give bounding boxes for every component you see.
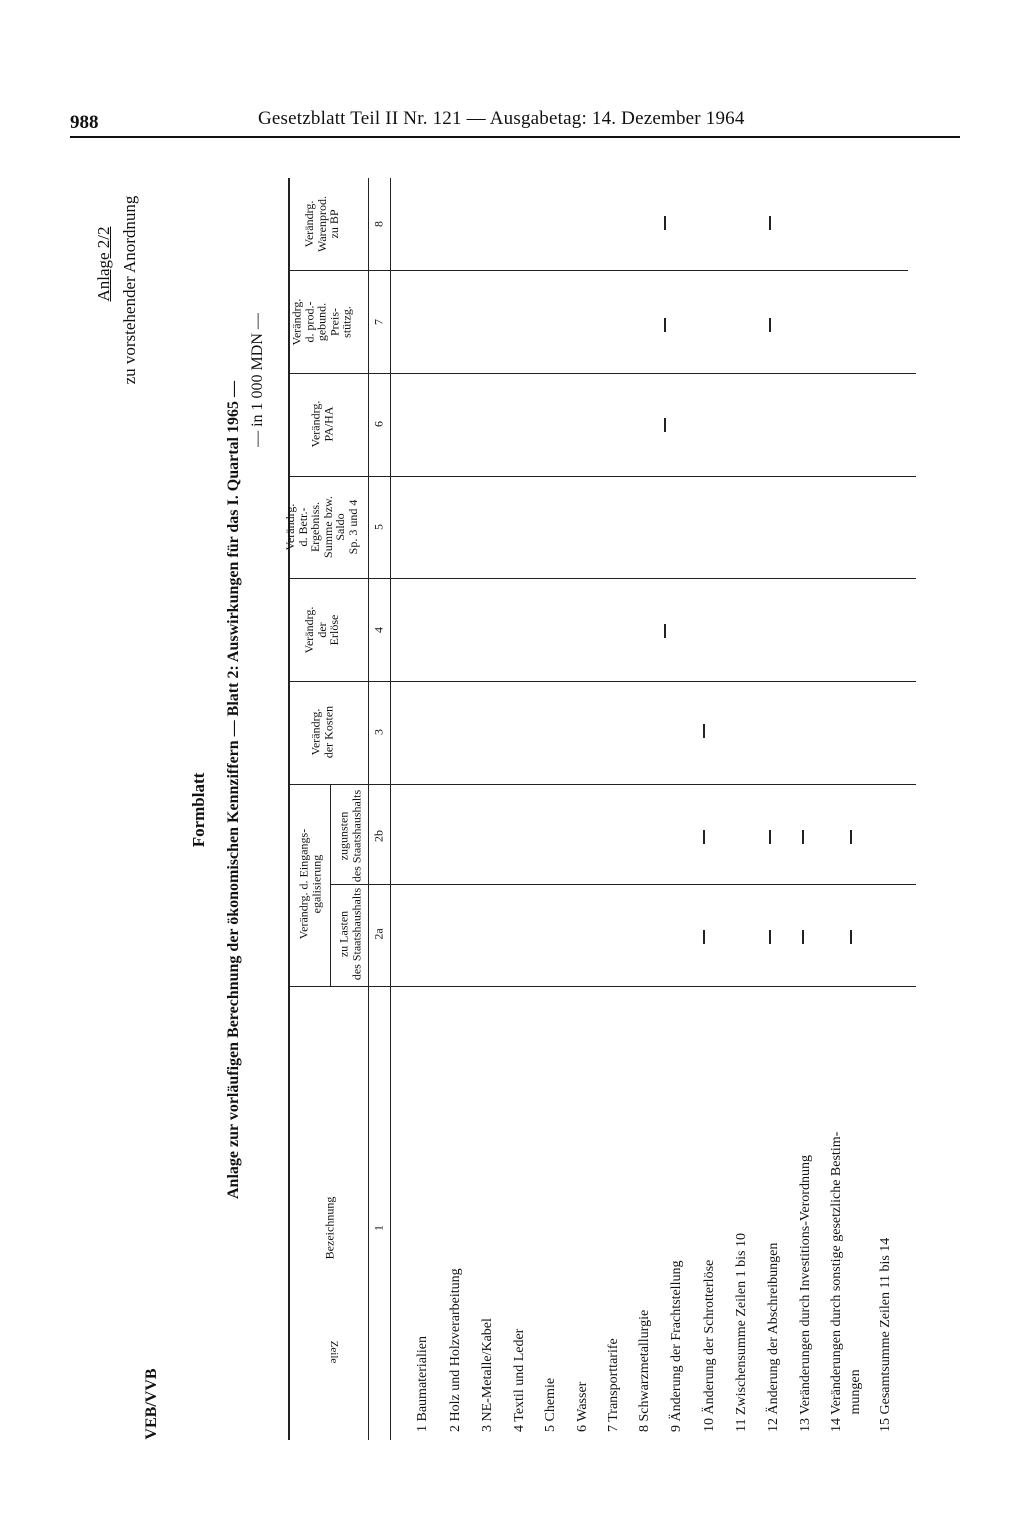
col-sep-2b-3 [288,784,916,785]
row-label-14: 14 Veränderungen durch sonstige gesetzliche Bestim- mungen [829,1131,863,1432]
running-title: Gesetzblatt Teil II Nr. 121 — Ausgabetag: 14. Dezember 1964 [258,108,745,129]
dash-r14-c2a [850,930,852,944]
row-label-11: 11 Zwischensumme Zeilen 1 bis 10 [734,1233,749,1432]
header-number-rule-right [390,178,391,1440]
row-label-15: 15 Gesamtsumme Zeilen 11 bis 14 [878,1237,893,1432]
dash-r12-c8 [769,216,771,230]
row-label-7: 7 Transporttarife [606,1338,621,1432]
row-label-1: 1 Baumaterialien [415,1335,430,1432]
dash-r9-c7 [664,318,666,332]
dash-r10-c3 [703,724,705,738]
row-label-9: 9 Änderung der Frachtstellung [669,1260,684,1432]
col-sep-4-5 [288,578,916,579]
dash-r10-c2a [703,930,705,944]
row-label-3: 3 NE-Metalle/Kabel [480,1318,495,1432]
dash-r12-c7 [769,318,771,332]
row-label-4: 4 Textil und Leder [512,1328,527,1432]
header-number-rule-left [368,178,369,1440]
table-top-border [288,178,290,1440]
col-sep-7-8 [288,270,908,271]
row-label-8: 8 Schwarzmetallurgie [637,1309,652,1432]
dash-r9-c6 [664,418,666,432]
dash-r14-c2b [850,830,852,844]
dash-r12-c2b [769,830,771,844]
dash-r12-c2a [769,930,771,944]
row-label-2: 2 Holz und Holzverarbeitung [448,1268,463,1432]
group-2-subrule [330,784,331,986]
header-rule [70,136,960,138]
col-sep-3-4 [288,681,916,682]
row-label-13: 13 Veränderungen durch Investitions-Verordnung [798,1155,813,1432]
row-label-5: 5 Chemie [543,1377,558,1432]
col-sep-6-7 [288,373,916,374]
dash-r13-c2b [802,830,804,844]
row-label-12: 12 Änderung der Abschreibungen [766,1242,781,1432]
row-label-10: 10 Änderung der Schrotterlöse [702,1259,717,1432]
dash-r9-c4 [664,624,666,638]
page-number: 988 [70,112,99,133]
col-sep-2a-2b [330,884,916,885]
row-label-6: 6 Wasser [575,1381,590,1432]
col-sep-5-6 [288,476,916,477]
dash-r13-c2a [802,930,804,944]
dash-r9-c8 [664,216,666,230]
col-sep-1-2a [288,986,916,987]
dash-r10-c2b [703,830,705,844]
